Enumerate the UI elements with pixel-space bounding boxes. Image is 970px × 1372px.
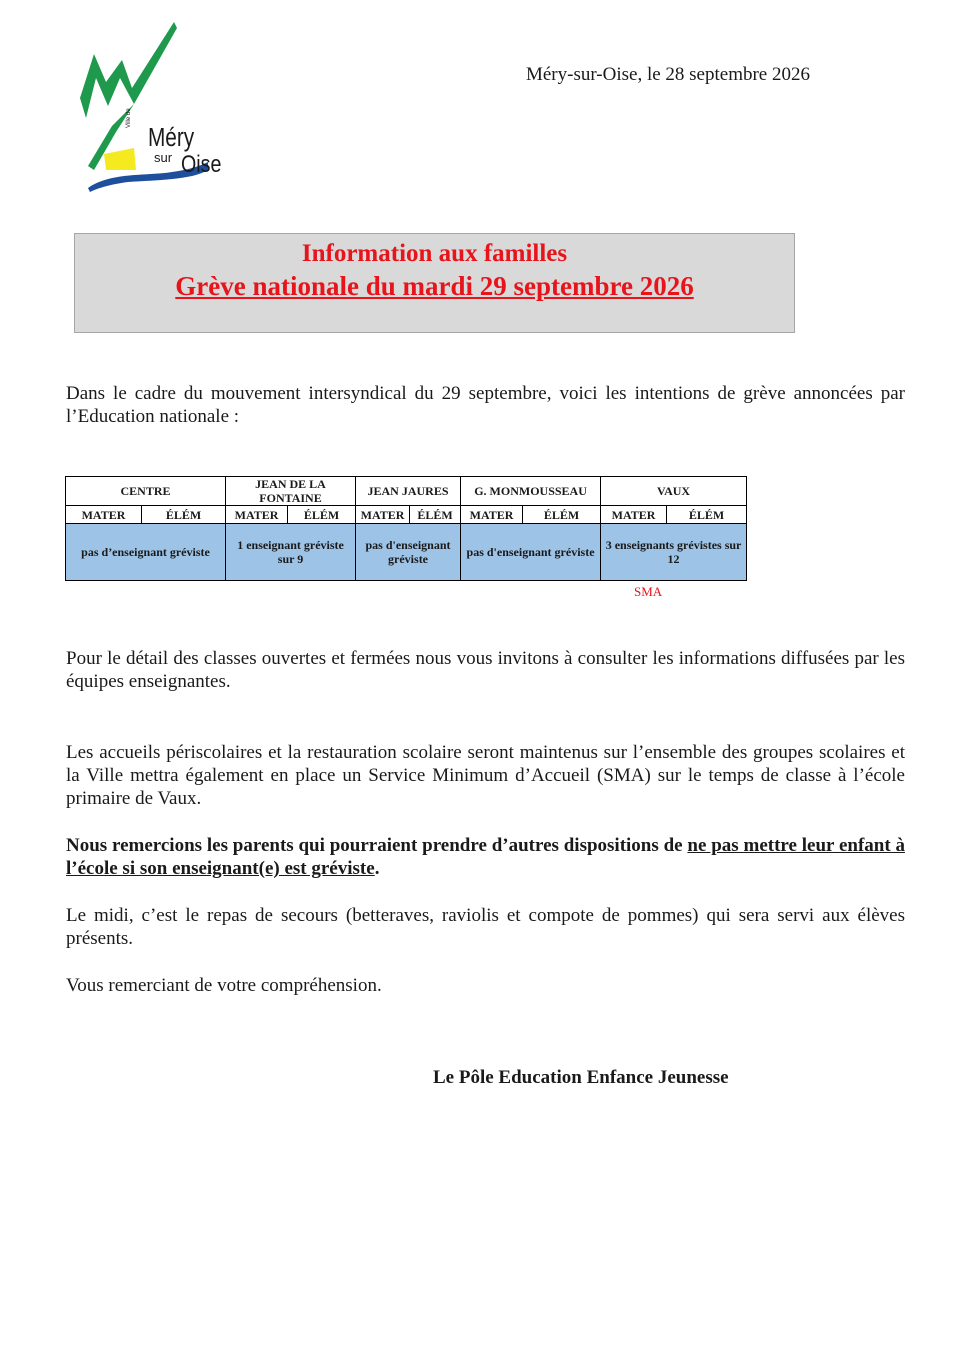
status-cell-vaux: 3 enseignants grévistes sur 12 [601,524,747,581]
title-box [74,233,795,333]
date-line: Méry-sur-Oise, le 28 septembre 2026 [525,64,810,85]
periscolaire-paragraph: Les accueils périscolaires et la restauration scolaire seront maintenus sur l’ensemble des groupes scolaires et la Ville mettra également en place un Service Minimum d’Accueil (SMA) sur le temps de classe à l’école primaire de Vaux. [66,742,905,809]
school-header-centre: CENTRE [66,477,226,506]
sub-header-elem: ÉLÉM [288,506,356,524]
logo-text-oise: Oise [180,150,222,178]
detail-paragraph: Pour le détail des classes ouvertes et fermées nous vous invitons à consulter les informations diffusées par les équipes enseignantes. [66,648,905,692]
school-header-vaux: VAUX [601,477,747,506]
status-cell-centre: pas d’enseignant gréviste [66,524,226,581]
sub-header-elem: ÉLÉM [523,506,601,524]
school-header-jean-de-la-fontaine: JEAN DE LA FONTAINE [226,477,356,506]
signature: Le Pôle Education Enfance Jeunesse [433,1067,729,1088]
sub-header-mater: MATER [226,506,288,524]
title-line-2: Grève nationale du mardi 29 septembre 2026 [175,271,694,301]
sub-header-mater: MATER [66,506,142,524]
logo-text-sur: sur [154,150,173,165]
status-cell-monmousseau: pas d'enseignant gréviste [461,524,601,581]
city-logo [76,20,246,200]
logo-text-mery: Méry [148,122,195,152]
sub-header-elem: ÉLÉM [142,506,226,524]
logo-green-m-stroke [80,22,177,118]
school-header-jean-jaures: JEAN JAURES [356,477,461,506]
status-cell-jean-jaures: pas d'enseignant gréviste [356,524,461,581]
sub-header-elem: ÉLÉM [667,506,747,524]
sub-header-mater: MATER [461,506,523,524]
sub-header-mater: MATER [601,506,667,524]
logo-yellow-shape [104,148,136,170]
intro-paragraph: Dans le cadre du mouvement intersyndical du 29 septembre, voici les intentions de grève annoncées par l’Education nationale : [66,383,905,427]
sma-note: SMA [634,584,663,599]
remerciement-end: . [374,858,380,879]
remerciement-text: Nous remercions les parents qui pourraient prendre d’autres dispositions de [66,835,688,856]
remerciement-paragraph [66,834,905,880]
status-cell-jean-de-la-fontaine: 1 enseignant gréviste sur 9 [226,524,356,581]
logo-text-small: Ville de [126,108,132,128]
merci-paragraph: Vous remerciant de votre compréhension. [66,975,382,996]
sub-header-mater: MATER [356,506,410,524]
school-header-monmousseau: G. MONMOUSSEAU [461,477,601,506]
title-line-1: Information aux familles [301,240,568,267]
midi-paragraph: Le midi, c’est le repas de secours (betteraves, raviolis et compote de pommes) qui sera servi aux élèves présents. [66,905,905,949]
strike-table [65,476,747,581]
remerciement-underlined-text: ne pas mettre leur enfant à l’école si son enseignant(e) est gréviste [66,835,905,879]
sub-header-elem: ÉLÉM [410,506,461,524]
